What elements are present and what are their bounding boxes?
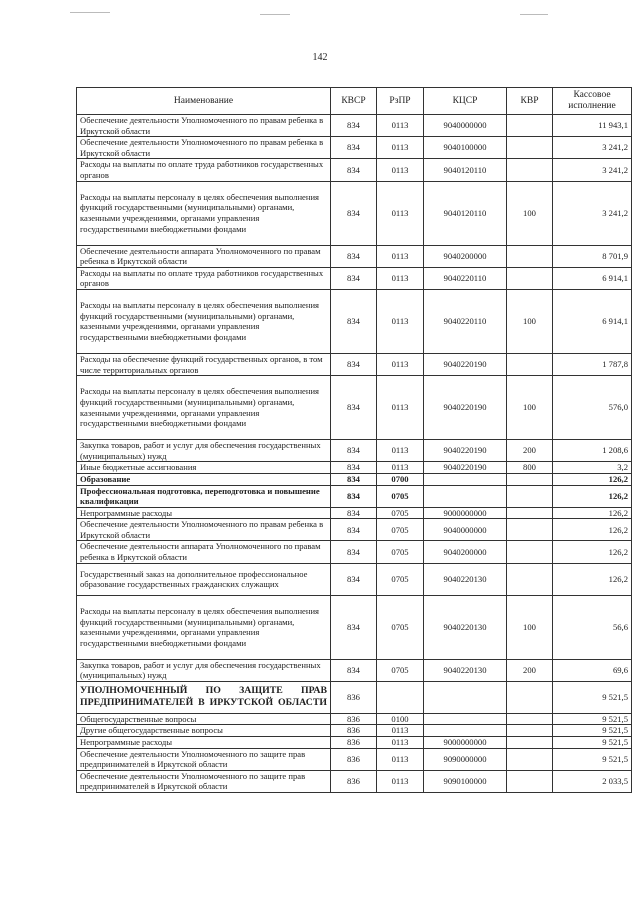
cell-name: Расходы на выплаты персоналу в целях обеспечения выполнения функций государственными (муниципальными) органами, казенными учреждениями, органами управления государственными внебюджетными фондами (77, 595, 331, 659)
cell-amount: 69,6 (553, 659, 632, 681)
cell-kvsr: 836 (331, 748, 377, 770)
cell-kcsr: 9040220190 (424, 376, 507, 440)
cell-kvr: 100 (507, 376, 553, 440)
cell-kvr: 100 (507, 181, 553, 245)
cell-kvsr: 834 (331, 440, 377, 462)
cell-kvsr: 834 (331, 595, 377, 659)
cell-kcsr: 9040220130 (424, 659, 507, 681)
table-row (77, 353, 632, 375)
cell-name: Иные бюджетные ассигнования (77, 462, 331, 474)
table-row (77, 519, 632, 541)
table-row (77, 440, 632, 462)
cell-kcsr: 9040220190 (424, 353, 507, 375)
column-header-amount: Кассовое исполнение (553, 88, 632, 115)
cell-rzpr: 0705 (377, 595, 424, 659)
cell-rzpr: 0113 (377, 376, 424, 440)
cell-name: УПОЛНОМОЧЕННЫЙ ПО ЗАЩИТЕ ПРАВ ПРЕДПРИНИМАТЕЛЕЙ В ИРКУТСКОЙ ОБЛАСТИ (77, 681, 331, 713)
cell-name: Расходы на обеспечение функций государственных органов, в том числе территориальных органов (77, 353, 331, 375)
cell-kvsr: 834 (331, 462, 377, 474)
table-row (77, 181, 632, 245)
cell-kvsr: 834 (331, 245, 377, 267)
cell-kcsr (424, 485, 507, 507)
cell-rzpr: 0705 (377, 485, 424, 507)
table-row (77, 737, 632, 749)
cell-rzpr: 0113 (377, 440, 424, 462)
cell-rzpr: 0113 (377, 770, 424, 792)
cell-kcsr (424, 681, 507, 713)
cell-name: Непрограммные расходы (77, 737, 331, 749)
cell-kvsr: 834 (331, 376, 377, 440)
table-header-row (77, 88, 632, 115)
cell-amount: 9 521,5 (553, 725, 632, 737)
cell-rzpr: 0705 (377, 541, 424, 563)
cell-kvr (507, 507, 553, 519)
cell-name: Обеспечение деятельности Уполномоченного по правам ребенка в Иркутской области (77, 519, 331, 541)
cell-kcsr (424, 713, 507, 725)
column-header-kcsr: КЦСР (424, 88, 507, 115)
cell-kvr: 200 (507, 659, 553, 681)
cell-kvr (507, 115, 553, 137)
column-header-rzpr: РзПР (377, 88, 424, 115)
cell-amount: 126,2 (553, 519, 632, 541)
cell-kvr (507, 681, 553, 713)
table-row (77, 267, 632, 289)
cell-kvr (507, 353, 553, 375)
cell-kvr (507, 137, 553, 159)
cell-rzpr: 0705 (377, 659, 424, 681)
cell-kcsr: 9040220190 (424, 440, 507, 462)
cell-amount: 1 208,6 (553, 440, 632, 462)
table-row (77, 245, 632, 267)
cell-kvr (507, 485, 553, 507)
cell-name: Общегосударственные вопросы (77, 713, 331, 725)
cell-kvr (507, 713, 553, 725)
cell-kcsr: 9040220190 (424, 462, 507, 474)
cell-kcsr: 9040120110 (424, 159, 507, 181)
table-row (77, 376, 632, 440)
cell-kvsr: 834 (331, 563, 377, 595)
table-row (77, 289, 632, 353)
cell-kcsr: 9040120110 (424, 181, 507, 245)
cell-rzpr: 0700 (377, 473, 424, 485)
table-row (77, 473, 632, 485)
cell-kcsr: 9000000000 (424, 507, 507, 519)
cell-kcsr: 9040220110 (424, 289, 507, 353)
cell-kvr (507, 770, 553, 792)
column-header-kvsr: КВСР (331, 88, 377, 115)
cell-kcsr (424, 473, 507, 485)
cell-kvsr: 834 (331, 541, 377, 563)
cell-name: Расходы на выплаты по оплате труда работников государственных органов (77, 267, 331, 289)
cell-name: Расходы на выплаты персоналу в целях обеспечения выполнения функций государственными (муниципальными) органами, казенными учреждениями, органами управления государственными внебюджетными фондами (77, 181, 331, 245)
cell-rzpr: 0113 (377, 737, 424, 749)
cell-kvsr: 836 (331, 725, 377, 737)
scan-mark (520, 14, 548, 15)
cell-rzpr (377, 681, 424, 713)
cell-kcsr: 9000000000 (424, 737, 507, 749)
cell-amount: 576,0 (553, 376, 632, 440)
cell-kcsr (424, 725, 507, 737)
cell-rzpr: 0113 (377, 353, 424, 375)
cell-amount: 1 787,8 (553, 353, 632, 375)
cell-amount: 126,2 (553, 485, 632, 507)
cell-kvsr: 834 (331, 267, 377, 289)
cell-kvr: 100 (507, 289, 553, 353)
cell-name: Другие общегосударственные вопросы (77, 725, 331, 737)
table-row (77, 115, 632, 137)
table-row (77, 713, 632, 725)
cell-rzpr: 0705 (377, 563, 424, 595)
cell-kvsr: 834 (331, 115, 377, 137)
cell-amount: 3,2 (553, 462, 632, 474)
cell-amount: 56,6 (553, 595, 632, 659)
cell-kvsr: 834 (331, 353, 377, 375)
cell-kvr (507, 267, 553, 289)
cell-kvsr: 836 (331, 770, 377, 792)
table-row (77, 563, 632, 595)
cell-name: Профессиональная подготовка, переподготовка и повышение квалификации (77, 485, 331, 507)
cell-kvsr: 836 (331, 737, 377, 749)
cell-kvsr: 834 (331, 181, 377, 245)
cell-kvsr: 834 (331, 473, 377, 485)
cell-kvsr: 834 (331, 289, 377, 353)
cell-kvsr: 834 (331, 159, 377, 181)
table-row (77, 659, 632, 681)
cell-name: Обеспечение деятельности Уполномоченного по защите прав предпринимателей в Иркутской области (77, 748, 331, 770)
cell-kvr: 100 (507, 595, 553, 659)
cell-amount: 126,2 (553, 473, 632, 485)
cell-rzpr: 0100 (377, 713, 424, 725)
cell-kvsr: 834 (331, 137, 377, 159)
table-row (77, 462, 632, 474)
cell-name: Непрограммные расходы (77, 507, 331, 519)
cell-name: Расходы на выплаты персоналу в целях обеспечения выполнения функций государственными (муниципальными) органами, казенными учреждениями, органами управления государственными внебюджетными фондами (77, 376, 331, 440)
column-header-name: Наименование (77, 88, 331, 115)
cell-rzpr: 0113 (377, 462, 424, 474)
cell-kvr (507, 245, 553, 267)
column-header-kvr: КВР (507, 88, 553, 115)
cell-kvsr: 834 (331, 519, 377, 541)
cell-rzpr: 0113 (377, 748, 424, 770)
cell-rzpr: 0113 (377, 181, 424, 245)
cell-name: Государственный заказ на дополнительное профессиональное образование государственных гражданских служащих (77, 563, 331, 595)
table-row (77, 485, 632, 507)
cell-kvr: 800 (507, 462, 553, 474)
cell-amount: 126,2 (553, 563, 632, 595)
cell-kvr (507, 159, 553, 181)
cell-kcsr: 9040200000 (424, 245, 507, 267)
cell-kvsr: 834 (331, 659, 377, 681)
cell-amount: 126,2 (553, 541, 632, 563)
cell-kvr: 200 (507, 440, 553, 462)
cell-rzpr: 0113 (377, 137, 424, 159)
budget-table (76, 87, 632, 793)
cell-name: Обеспечение деятельности аппарата Уполномоченного по правам ребенка в Иркутской области (77, 541, 331, 563)
cell-rzpr: 0113 (377, 245, 424, 267)
table-body (77, 115, 632, 793)
cell-kvr (507, 541, 553, 563)
cell-kvsr: 834 (331, 507, 377, 519)
cell-name: Закупка товаров, работ и услуг для обеспечения государственных (муниципальных) нужд (77, 440, 331, 462)
cell-kcsr: 9090000000 (424, 748, 507, 770)
cell-rzpr: 0705 (377, 507, 424, 519)
table-row (77, 159, 632, 181)
cell-kcsr: 9040220130 (424, 563, 507, 595)
cell-amount: 3 241,2 (553, 137, 632, 159)
cell-rzpr: 0113 (377, 289, 424, 353)
cell-kvr (507, 737, 553, 749)
cell-amount: 11 943,1 (553, 115, 632, 137)
cell-rzpr: 0113 (377, 725, 424, 737)
scan-mark (260, 14, 290, 15)
cell-rzpr: 0705 (377, 519, 424, 541)
cell-name: Расходы на выплаты по оплате труда работников государственных органов (77, 159, 331, 181)
table-row (77, 770, 632, 792)
cell-kvsr: 836 (331, 681, 377, 713)
cell-kcsr: 9090100000 (424, 770, 507, 792)
table-row (77, 507, 632, 519)
cell-amount: 9 521,5 (553, 713, 632, 725)
cell-amount: 8 701,9 (553, 245, 632, 267)
cell-kcsr: 9040000000 (424, 519, 507, 541)
table-row (77, 725, 632, 737)
cell-kcsr: 9040220110 (424, 267, 507, 289)
cell-name: Образование (77, 473, 331, 485)
cell-amount: 2 033,5 (553, 770, 632, 792)
table-row (77, 137, 632, 159)
cell-kvr (507, 748, 553, 770)
cell-kcsr: 9040200000 (424, 541, 507, 563)
cell-kcsr: 9040100000 (424, 137, 507, 159)
cell-amount: 9 521,5 (553, 681, 632, 713)
cell-amount: 3 241,2 (553, 159, 632, 181)
cell-amount: 126,2 (553, 507, 632, 519)
cell-kvr (507, 473, 553, 485)
table-row (77, 748, 632, 770)
cell-name: Обеспечение деятельности аппарата Уполномоченного по правам ребенка в Иркутской области (77, 245, 331, 267)
scan-mark (70, 12, 110, 13)
cell-rzpr: 0113 (377, 267, 424, 289)
table-row (77, 541, 632, 563)
cell-amount: 6 914,1 (553, 289, 632, 353)
cell-rzpr: 0113 (377, 159, 424, 181)
cell-name: Обеспечение деятельности Уполномоченного по правам ребенка в Иркутской области (77, 115, 331, 137)
cell-name: Обеспечение деятельности Уполномоченного по правам ребенка в Иркутской области (77, 137, 331, 159)
cell-amount: 6 914,1 (553, 267, 632, 289)
cell-kvr (507, 563, 553, 595)
cell-kcsr: 9040000000 (424, 115, 507, 137)
table-row (77, 681, 632, 713)
cell-kvr (507, 519, 553, 541)
cell-kvsr: 834 (331, 485, 377, 507)
cell-name: Расходы на выплаты персоналу в целях обеспечения выполнения функций государственными (муниципальными) органами, казенными учреждениями, органами управления государственными внебюджетными фондами (77, 289, 331, 353)
cell-amount: 3 241,2 (553, 181, 632, 245)
cell-name: Обеспечение деятельности Уполномоченного по защите прав предпринимателей в Иркутской области (77, 770, 331, 792)
cell-rzpr: 0113 (377, 115, 424, 137)
cell-amount: 9 521,5 (553, 737, 632, 749)
cell-kvr (507, 725, 553, 737)
cell-amount: 9 521,5 (553, 748, 632, 770)
table-row (77, 595, 632, 659)
cell-kcsr: 9040220130 (424, 595, 507, 659)
cell-kvsr: 836 (331, 713, 377, 725)
cell-name: Закупка товаров, работ и услуг для обеспечения государственных (муниципальных) нужд (77, 659, 331, 681)
page-number: 142 (312, 52, 328, 63)
